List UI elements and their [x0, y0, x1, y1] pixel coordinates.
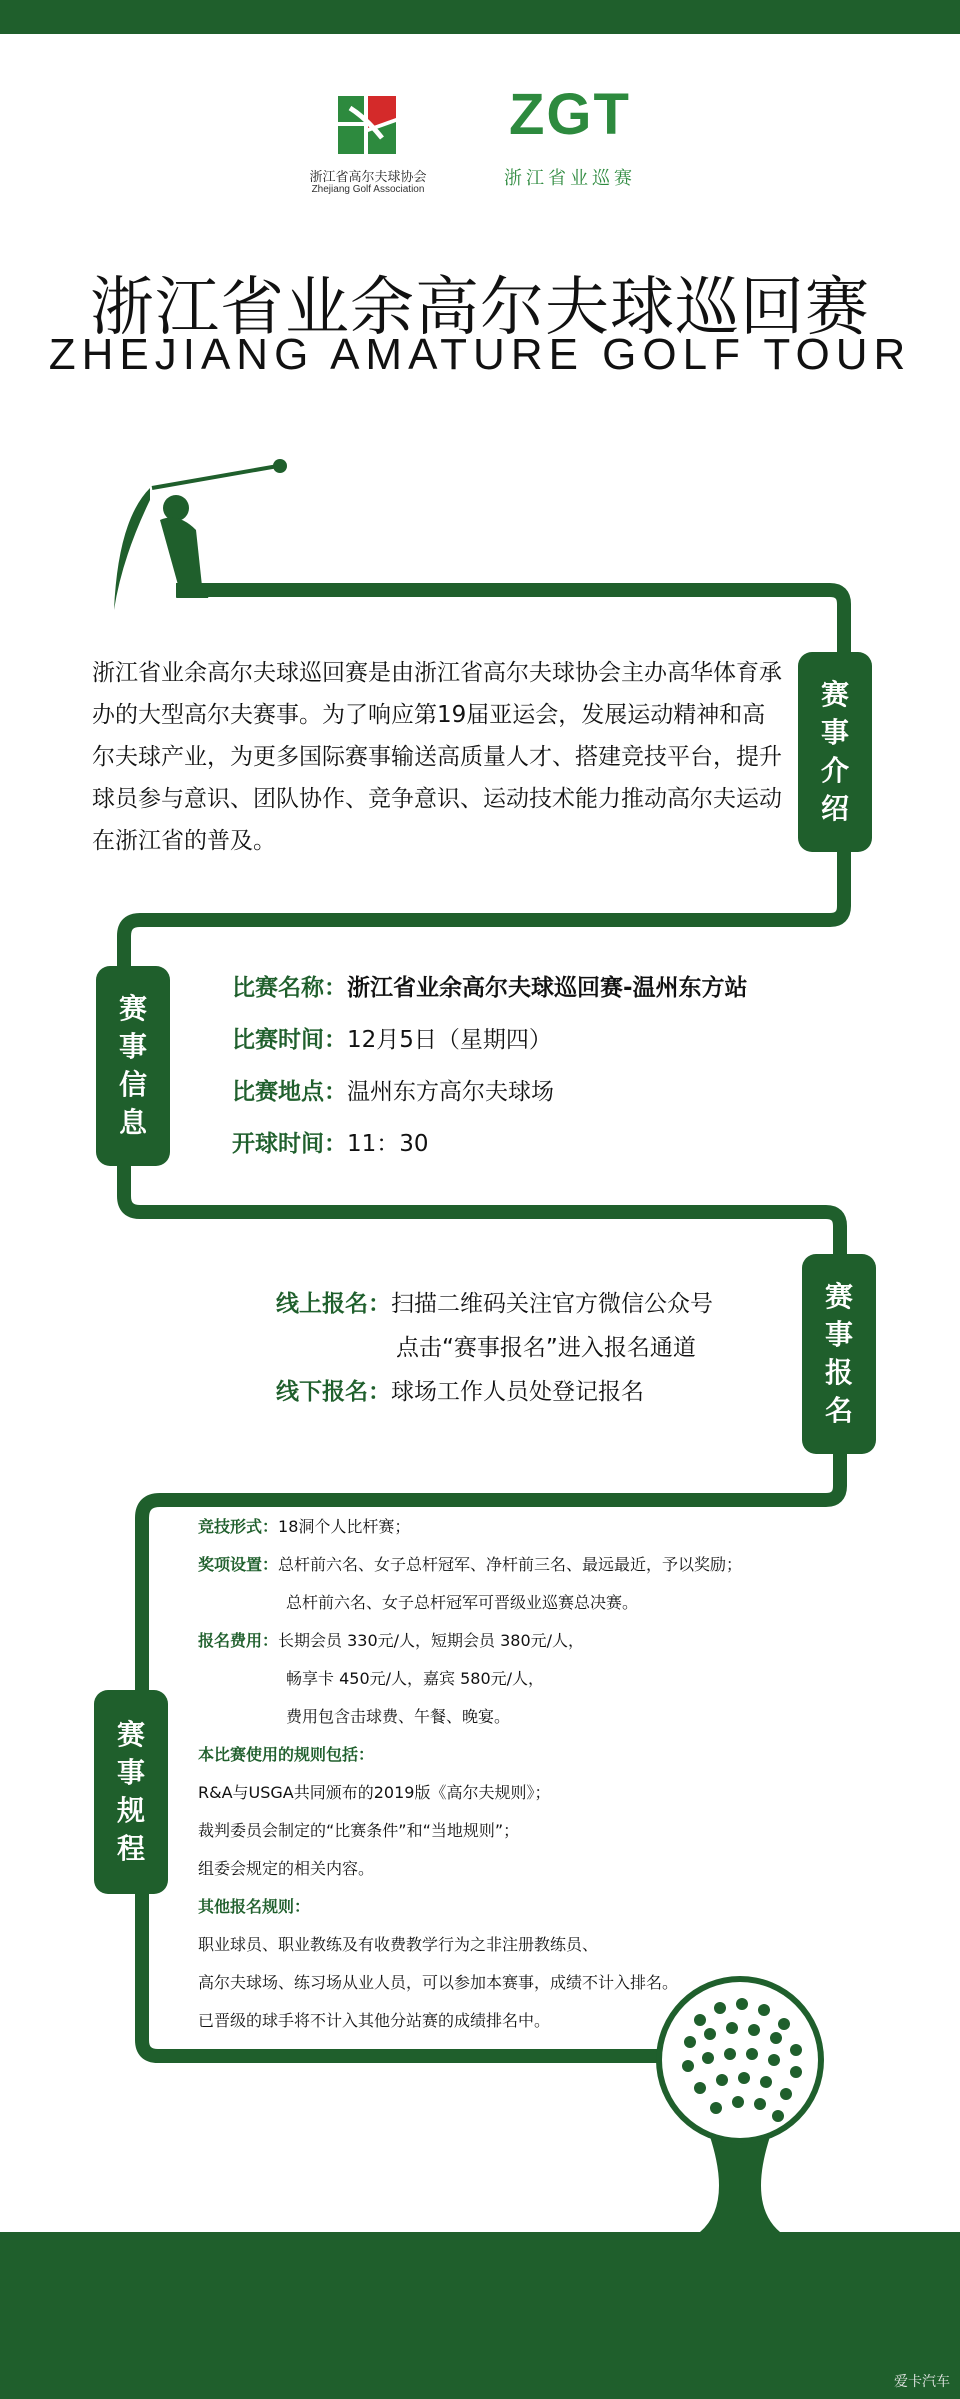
badge-char: 息 — [118, 1106, 147, 1139]
badge-char: 报 — [824, 1356, 853, 1389]
online-line2: 点击“赛事报名”进入报名通道 — [396, 1335, 696, 1361]
info-row-name — [232, 962, 792, 1014]
other-item: 职业球员、职业教练及有收费教学行为之非注册教练员、 — [198, 1935, 599, 1954]
fee-line2: 畅享卡 450元/人，嘉宾 580元/人， — [286, 1669, 545, 1688]
rules-header-row — [198, 1736, 798, 1774]
fee-label: 报名费用： — [198, 1631, 279, 1650]
badge-char: 事 — [824, 1318, 853, 1351]
zgt-subtitle: 浙江省业巡赛 — [504, 168, 636, 189]
awards-row — [198, 1546, 798, 1584]
badge-char: 事 — [118, 1030, 147, 1063]
awards-line1: 总杆前六名、女子总杆冠军、净杆前三名、最远最近，予以奖励； — [278, 1555, 743, 1574]
online-registration-row — [276, 1282, 776, 1326]
rules-item: 裁判委员会制定的“比赛条件”和“当地规则”； — [198, 1821, 520, 1840]
online-registration-row-2 — [276, 1326, 776, 1370]
fee-row-2 — [198, 1660, 798, 1698]
badge-char: 绍 — [820, 792, 849, 825]
watermark-text: 爱卡汽车 — [894, 2374, 950, 2390]
registration-block — [276, 1282, 776, 1414]
offline-value: 球场工作人员处登记报名 — [391, 1379, 644, 1405]
badge-char: 赛 — [116, 1718, 145, 1751]
rules-item: R&A与USGA共同颁布的2019版《高尔夫规则》； — [198, 1783, 551, 1802]
format-value: 18洞个人比杆赛； — [278, 1517, 411, 1536]
badge-info — [96, 966, 170, 1166]
badge-char: 赛 — [820, 678, 849, 711]
format-label: 竞技形式： — [198, 1517, 279, 1536]
badge-intro — [798, 652, 872, 852]
page-title-en: ZHEJIANG AMATURE GOLF TOUR — [48, 330, 912, 379]
zga-name-cn: 浙江省高尔夫球协会 — [309, 170, 427, 185]
info-value: 温州东方高尔夫球场 — [347, 1079, 554, 1105]
info-value: 12月5日（星期四） — [347, 1027, 552, 1053]
other-header-row — [198, 1888, 798, 1926]
badge-char: 规 — [116, 1794, 145, 1827]
info-row-location — [232, 1066, 792, 1118]
info-list — [232, 962, 792, 1170]
badge-char: 信 — [118, 1068, 147, 1101]
info-label: 比赛名称： — [232, 975, 347, 1001]
intro-paragraph: 浙江省业余高尔夫球巡回赛是由浙江省高尔夫球协会主办高华体育承办的大型高尔夫赛事。为了响应第19届亚运会，发展运动精神和高尔夫球产业，为更多国际赛事输送高质量人才、搭建竞技平台，提升球员参与意识、团队协作、竞争意识、运动技术能力推动高尔夫运动在浙江省的普及。 — [92, 660, 782, 854]
fee-line1: 长期会员 330元/人，短期会员 380元/人， — [278, 1631, 585, 1650]
zgt-logo: ZGT — [509, 82, 631, 147]
awards-row-2 — [198, 1584, 798, 1622]
badge-char: 赛 — [824, 1280, 853, 1313]
zga-name-en: Zhejiang Golf Association — [311, 184, 425, 195]
fee-row — [198, 1622, 798, 1660]
info-row-teeoff — [232, 1118, 792, 1170]
online-label: 线上报名： — [276, 1291, 391, 1317]
rules-header: 本比赛使用的规则包括： — [198, 1745, 375, 1764]
rules-item: 组委会规定的相关内容。 — [198, 1859, 375, 1878]
badge-char: 赛 — [118, 992, 147, 1025]
fee-row-3 — [198, 1698, 798, 1736]
info-label: 开球时间： — [232, 1131, 347, 1157]
other-item: 已晋级的球手将不计入其他分站赛的成绩排名中。 — [198, 2011, 551, 2030]
awards-label: 奖项设置： — [198, 1555, 279, 1574]
awards-line2: 总杆前六名、女子总杆冠军可晋级业巡赛总决赛。 — [286, 1593, 639, 1612]
info-label: 比赛时间： — [232, 1027, 347, 1053]
badge-registration — [802, 1254, 876, 1454]
badge-rules — [94, 1690, 168, 1894]
info-row-time — [232, 1014, 792, 1066]
page-title-cn: 浙江省业余高尔夫球巡回赛 — [90, 271, 870, 345]
online-line1: 扫描二维码关注官方微信公众号 — [391, 1291, 713, 1317]
info-label: 比赛地点： — [232, 1079, 347, 1105]
fee-line3: 费用包含击球费、午餐、晚宴。 — [286, 1707, 511, 1726]
badge-char: 程 — [116, 1832, 145, 1865]
offline-registration-row — [276, 1370, 776, 1414]
badge-char: 介 — [820, 754, 849, 787]
badge-char: 事 — [116, 1756, 145, 1789]
offline-label: 线下报名： — [276, 1379, 391, 1405]
info-value: 11：30 — [347, 1131, 429, 1157]
other-item: 高尔夫球场、练习场从业人员，可以参加本赛事，成绩不计入排名。 — [198, 1973, 679, 1992]
info-value: 浙江省业余高尔夫球巡回赛-温州东方站 — [347, 975, 748, 1001]
badge-char: 事 — [820, 716, 849, 749]
other-header: 其他报名规则： — [198, 1897, 311, 1916]
rules-block — [198, 1508, 798, 2040]
format-row — [198, 1508, 798, 1546]
badge-char: 名 — [824, 1394, 853, 1427]
